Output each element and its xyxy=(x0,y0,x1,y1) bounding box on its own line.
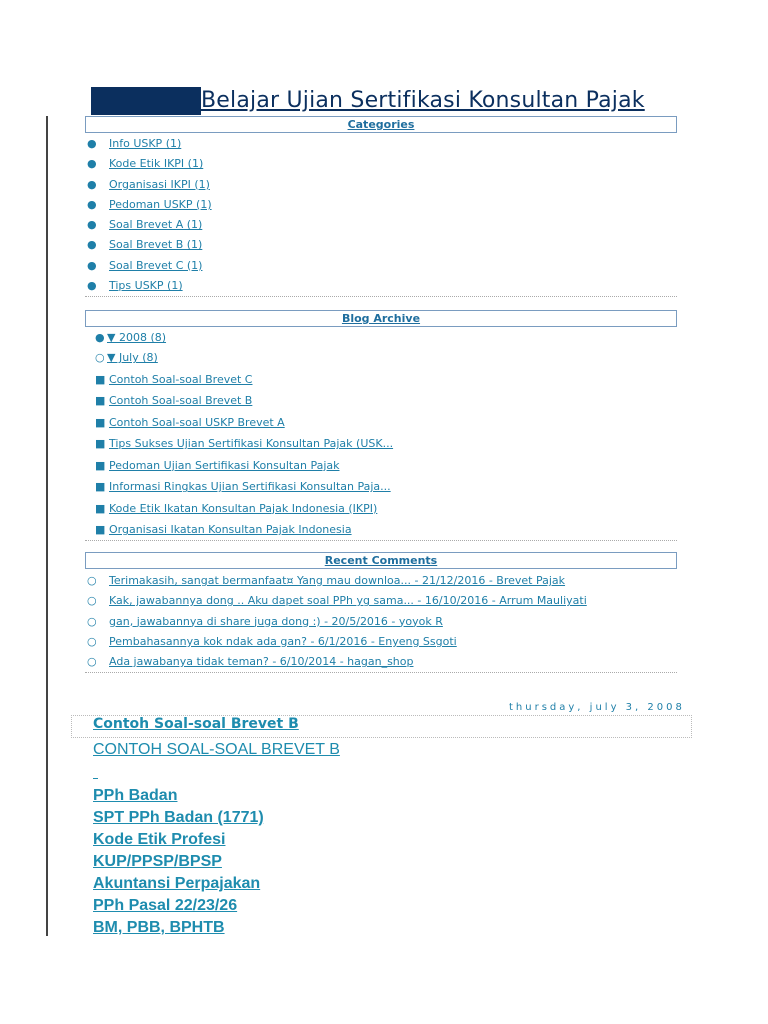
bullet-icon: ● xyxy=(87,238,97,252)
circle-bullet-icon: ○ xyxy=(87,614,97,628)
circle-bullet-icon: ○ xyxy=(87,634,97,648)
archive-heading[interactable]: Blog Archive xyxy=(85,310,677,327)
category-item[interactable]: ● Soal Brevet B (1) xyxy=(87,235,212,255)
left-border-line xyxy=(46,116,48,936)
divider xyxy=(85,672,677,673)
comment-item[interactable]: ○ gan, jawabannya di share juga dong :) - 20/5/2016 - yoyok R xyxy=(87,612,587,632)
archive-post[interactable]: ■ Organisasi Ikatan Konsultan Pajak Indonesia xyxy=(95,520,393,542)
comment-item[interactable]: ○ Pembahasannya kok ndak ada gan? - 6/1/2016 - Enyeng Ssgoti xyxy=(87,632,587,652)
square-bullet-icon: ■ xyxy=(95,372,106,386)
post-subtitle[interactable]: CONTOH SOAL-SOAL BREVET B xyxy=(93,741,340,758)
post-link[interactable]: SPT PPh Badan (1771) xyxy=(93,809,264,826)
category-item[interactable]: ● Info USKP (1) xyxy=(87,134,212,154)
category-item[interactable]: ● Kode Etik IKPI (1) xyxy=(87,154,212,174)
archive-month[interactable]: ○ ▼ July (8) xyxy=(95,348,393,370)
square-bullet-icon: ■ xyxy=(95,501,106,515)
archive-post[interactable]: ■ Contoh Soal-soal Brevet C xyxy=(95,370,393,392)
divider xyxy=(85,540,677,541)
category-item[interactable]: ● Soal Brevet C (1) xyxy=(87,256,212,276)
square-bullet-icon: ■ xyxy=(95,480,106,494)
categories-list xyxy=(87,134,212,296)
bullet-icon: ● xyxy=(87,157,97,171)
category-item[interactable]: ● Tips USKP (1) xyxy=(87,276,212,296)
circle-bullet-icon: ○ xyxy=(87,655,97,669)
post-links xyxy=(93,785,264,939)
category-item[interactable]: ● Organisasi IKPI (1) xyxy=(87,175,212,195)
square-bullet-icon: ■ xyxy=(95,415,106,429)
circle-bullet-icon: ○ xyxy=(87,594,97,608)
archive-list xyxy=(95,328,393,542)
bullet-icon: ● xyxy=(87,197,97,211)
post-link[interactable]: PPh Badan xyxy=(93,787,178,804)
empty-link-underline[interactable] xyxy=(93,778,98,779)
bullet-icon: ● xyxy=(87,137,97,150)
categories-heading[interactable]: Categories xyxy=(85,116,677,133)
comment-item[interactable]: ○ Ada jawabanya tidak teman? - 6/10/2014 - hagan_shop xyxy=(87,652,587,672)
square-bullet-icon: ■ xyxy=(95,394,106,408)
bullet-icon: ● xyxy=(87,218,97,232)
archive-post[interactable]: ■ Pedoman Ujian Sertifikasi Konsultan Pajak xyxy=(95,456,393,478)
category-item[interactable]: ● Pedoman USKP (1) xyxy=(87,195,212,215)
blog-title[interactable]: Belajar Ujian Sertifikasi Konsultan Pajak xyxy=(201,88,645,113)
post-link[interactable]: Akuntansi Perpajakan xyxy=(93,875,261,892)
bullet-icon: ● xyxy=(87,258,97,272)
bullet-icon: ○ xyxy=(95,351,105,365)
archive-post[interactable]: ■ Contoh Soal-soal Brevet B xyxy=(95,391,393,413)
bullet-icon: ● xyxy=(87,177,97,191)
blog-title-banner xyxy=(91,87,677,115)
archive-post[interactable]: ■ Kode Etik Ikatan Konsultan Pajak Indonesia (IKPI) xyxy=(95,499,393,521)
square-bullet-icon: ■ xyxy=(95,523,106,537)
divider xyxy=(85,296,677,297)
archive-post[interactable]: ■ Informasi Ringkas Ujian Sertifikasi Konsultan Paja... xyxy=(95,477,393,499)
archive-post[interactable]: ■ Tips Sukses Ujian Sertifikasi Konsultan Pajak (USK... xyxy=(95,434,393,456)
bullet-icon: ● xyxy=(95,331,105,344)
circle-bullet-icon: ○ xyxy=(87,574,97,587)
post-link[interactable]: PPh Pasal 22/23/26 xyxy=(93,897,238,914)
category-item[interactable]: ● Soal Brevet A (1) xyxy=(87,215,212,235)
archive-year[interactable]: ● ▼ 2008 (8) xyxy=(95,328,393,348)
bullet-icon: ● xyxy=(87,279,97,293)
comments-list xyxy=(87,571,587,672)
comment-item[interactable]: ○ Terimakasih, sangat bermanfaat¤ Yang mau downloa... - 21/12/2016 - Brevet Pajak xyxy=(87,571,587,591)
square-bullet-icon: ■ xyxy=(95,458,106,472)
post-link[interactable]: KUP/PPSP/BPSP xyxy=(93,853,222,870)
square-bullet-icon: ■ xyxy=(95,437,106,451)
post-title[interactable]: Contoh Soal-soal Brevet B xyxy=(93,716,299,732)
archive-post[interactable]: ■ Contoh Soal-soal USKP Brevet A xyxy=(95,413,393,435)
post-date: thursday, july 3, 2008 xyxy=(509,702,685,713)
comments-heading[interactable]: Recent Comments xyxy=(85,552,677,569)
comment-item[interactable]: ○ Kak, jawabannya dong .. Aku dapet soal PPh yg sama... - 16/10/2016 - Arrum Mauliyati xyxy=(87,591,587,611)
post-link[interactable]: Kode Etik Profesi xyxy=(93,831,226,848)
post-link[interactable]: BM, PBB, BPHTB xyxy=(93,919,225,936)
